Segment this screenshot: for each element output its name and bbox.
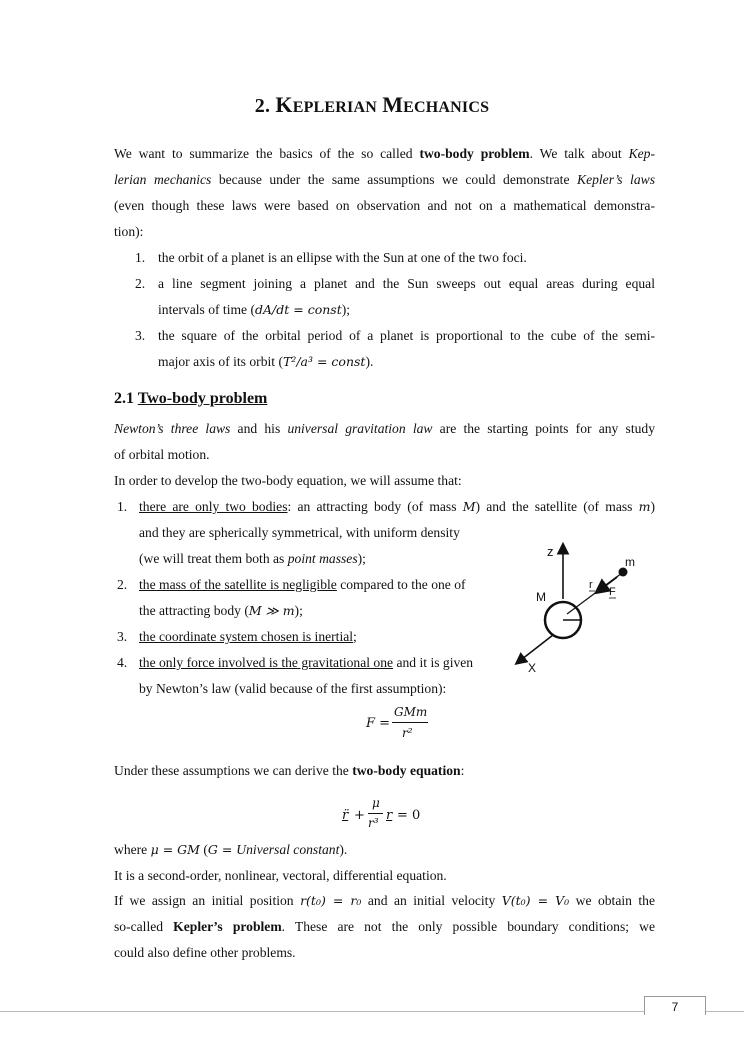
assumption-3: the coordinate system chosen is inertial; (139, 629, 357, 644)
assumption-4: the only force involved is the gravitational one and it is given (139, 655, 474, 670)
radius-label: r (589, 579, 593, 591)
list-number: 3. (135, 328, 146, 343)
kepler-law-2: a line segment joining a planet and the Sun sweeps out equal areas during equal (158, 276, 655, 291)
kepler-law-1: the orbit of a planet is an ellipse with the Sun at one of the two foci. (158, 250, 527, 265)
fraction-bar (392, 722, 428, 723)
initial-line-2: so-called Kepler’s problem. These are not the only possible boundary conditions; we (114, 919, 655, 934)
fraction-bar (368, 813, 383, 814)
list-number: 1. (135, 250, 146, 265)
list-number: 4. (117, 655, 128, 670)
list-number: 2. (117, 577, 128, 592)
section-heading: 2.1 Two-body problem (114, 390, 268, 407)
two-body-diagram (505, 535, 655, 675)
x-axis-label: X (528, 661, 537, 675)
assumption-1: there are only two bodies: an attracting body (of mass M) and the satellite (of mass m) (139, 499, 655, 514)
intro-line-3: (even though these laws were based on observation and not on a mathematical demonstra- (114, 198, 655, 213)
z-axis-label: z (547, 544, 554, 559)
list-number: 3. (117, 629, 128, 644)
force-label: F (609, 586, 616, 598)
second-order-line: It is a second-order, nonlinear, vectoral, differential equation. (114, 868, 447, 883)
newton-equation-lhs: F = (366, 716, 391, 731)
derive-line: Under these assumptions we can derive the two-body equation: (114, 763, 465, 778)
mass-m-label: m (625, 555, 635, 569)
two-body-plus: + (354, 808, 365, 823)
two-body-r: r (386, 808, 393, 823)
kepler-law-3-cont: major axis of its orbit (T²/a³ = const). (158, 354, 374, 369)
section-para-2: of orbital motion. (114, 447, 210, 462)
two-body-eq-zero: = 0 (397, 808, 421, 823)
initial-line-3: could also define other problems. (114, 945, 296, 960)
page-number: 7 (644, 996, 706, 1015)
footer-rule (0, 1011, 744, 1012)
initial-line-1: If we assign an initial position r(t₀) = r₀ and an initial velocity V(t₀) = V₀ we obtain the (114, 893, 656, 908)
assumption-1-cont2: (we will treat them both as point masses); (139, 551, 366, 566)
kepler-law-3: the square of the orbital period of a planet is proportional to the cube of the semi- (158, 328, 655, 343)
assumption-4-cont: by Newton’s law (valid because of the first assumption): (139, 681, 447, 696)
assumption-1-cont: and they are spherically symmetrical, with uniform density (139, 525, 460, 540)
where-line: where μ = GM (G = Universal constant). (114, 842, 348, 857)
two-body-r3: r³ (368, 816, 379, 830)
intro-line-4: tion): (114, 224, 144, 239)
kepler-law-2-cont: intervals of time (dA/dt = const); (158, 302, 351, 317)
section-para-1: Newton’s three laws and his universal gravitation law are the starting points for any study (114, 421, 655, 436)
intro-line-1: We want to summarize the basics of the so called two-body problem. We talk about Kep- (114, 146, 656, 161)
page-title: 2. KEPLERIAN MECHANICS (254, 92, 490, 117)
assumption-2: the mass of the satellite is negligible compared to the one of (139, 577, 466, 592)
two-body-mu: μ (372, 796, 380, 810)
newton-equation-denominator: r² (402, 726, 413, 740)
two-body-r-ddot: r̈ (342, 808, 349, 823)
x-axis (517, 635, 553, 663)
newton-equation-numerator: GMm (394, 705, 428, 719)
assumption-2-cont: the attracting body (M ≫ m); (139, 603, 303, 618)
intro-line-2: lerian mechanics because under the same assumptions we could demonstrate Kepler’s laws (114, 172, 655, 187)
list-number: 1. (117, 499, 128, 514)
section-para-3: In order to develop the two-body equation, we will assume that: (114, 473, 462, 488)
mass-M-label: M (536, 590, 546, 604)
list-number: 2. (135, 276, 146, 291)
